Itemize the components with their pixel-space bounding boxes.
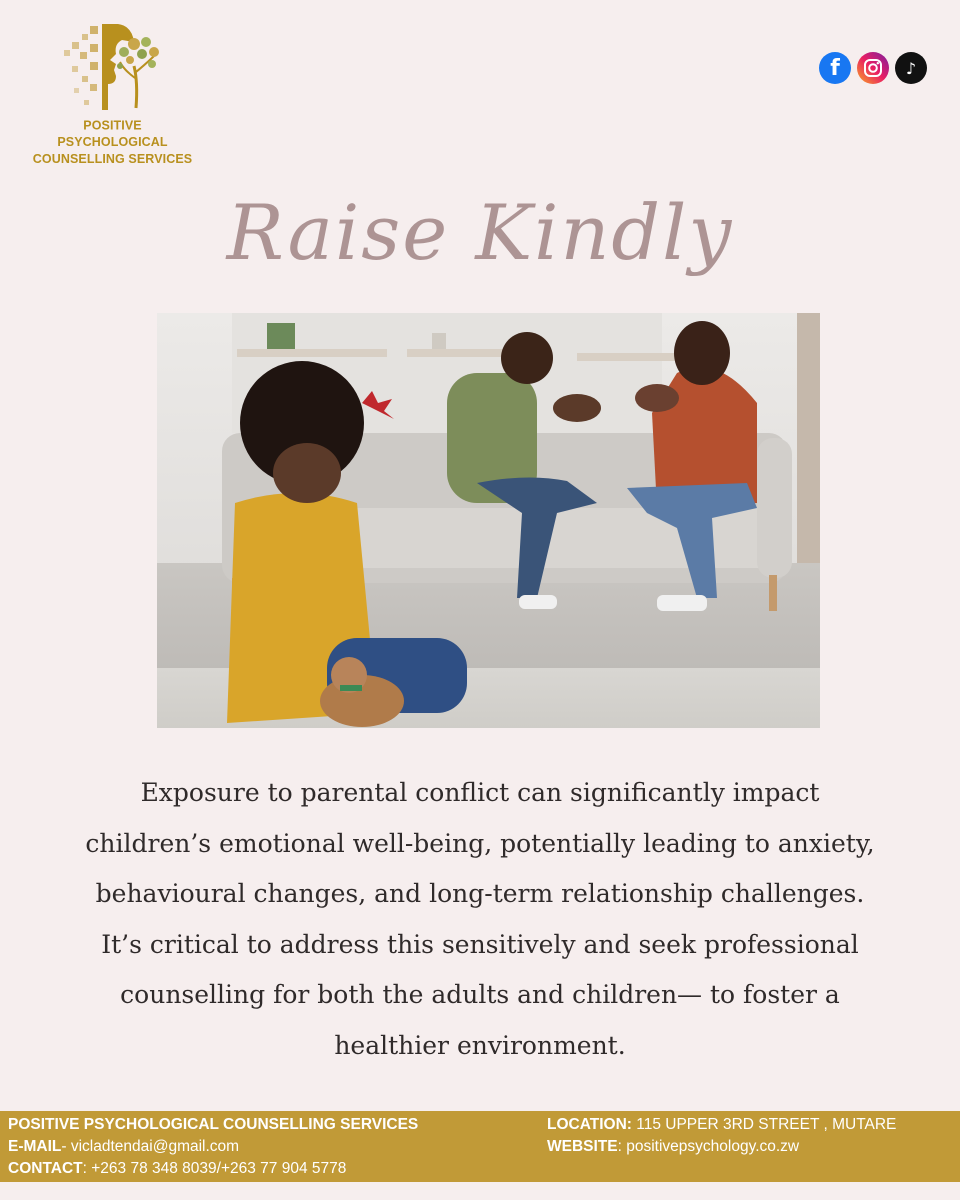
footer-email[interactable]: - vicladtendai@gmail.com [61, 1138, 240, 1155]
logo-mark-icon [58, 22, 168, 114]
footer-location-label: LOCATION: [547, 1116, 632, 1133]
body-line: counselling for both the adults and children— to foster a [120, 980, 840, 1009]
body-line: It’s critical to address this sensitively and seek professional [101, 929, 859, 959]
footer-contact-label: CONTACT [8, 1160, 83, 1177]
body-line: healthier environment. [334, 1030, 626, 1060]
page-title: Raise Kindly [226, 188, 734, 277]
social-links [819, 52, 927, 84]
family-conflict-photo [157, 313, 820, 728]
body-paragraph [60, 768, 900, 1071]
footer-website-label: WEBSITE [547, 1138, 618, 1155]
footer-email-label: E-MAIL [8, 1138, 62, 1155]
logo [30, 22, 195, 166]
body-line: children’s emotional well-being, potentially leading to anxiety, [85, 828, 875, 858]
instagram-icon[interactable] [857, 52, 889, 84]
footer-location: 115 UPPER 3RD STREET , MUTARE [631, 1116, 897, 1133]
logo-text-line1: POSITIVE PSYCHOLOGICAL [57, 117, 168, 150]
footer-contact[interactable]: : +263 78 348 8039/+263 77 904 5778 [82, 1160, 347, 1177]
footer [0, 1111, 960, 1182]
footer-website[interactable]: : positivepsychology.co.zw [617, 1138, 800, 1155]
logo-text-line2: COUNSELLING SERVICES [32, 151, 193, 167]
footer-bottom-strip [0, 1182, 960, 1200]
facebook-icon[interactable]: f [819, 52, 851, 84]
tiktok-icon[interactable]: ♪ [895, 52, 927, 84]
body-line: behavioural changes, and long-term relationship challenges. [95, 879, 865, 908]
body-line: Exposure to parental conflict can significantly impact [140, 778, 820, 807]
footer-org: POSITIVE PSYCHOLOGICAL COUNSELLING SERVICES [8, 1116, 419, 1133]
